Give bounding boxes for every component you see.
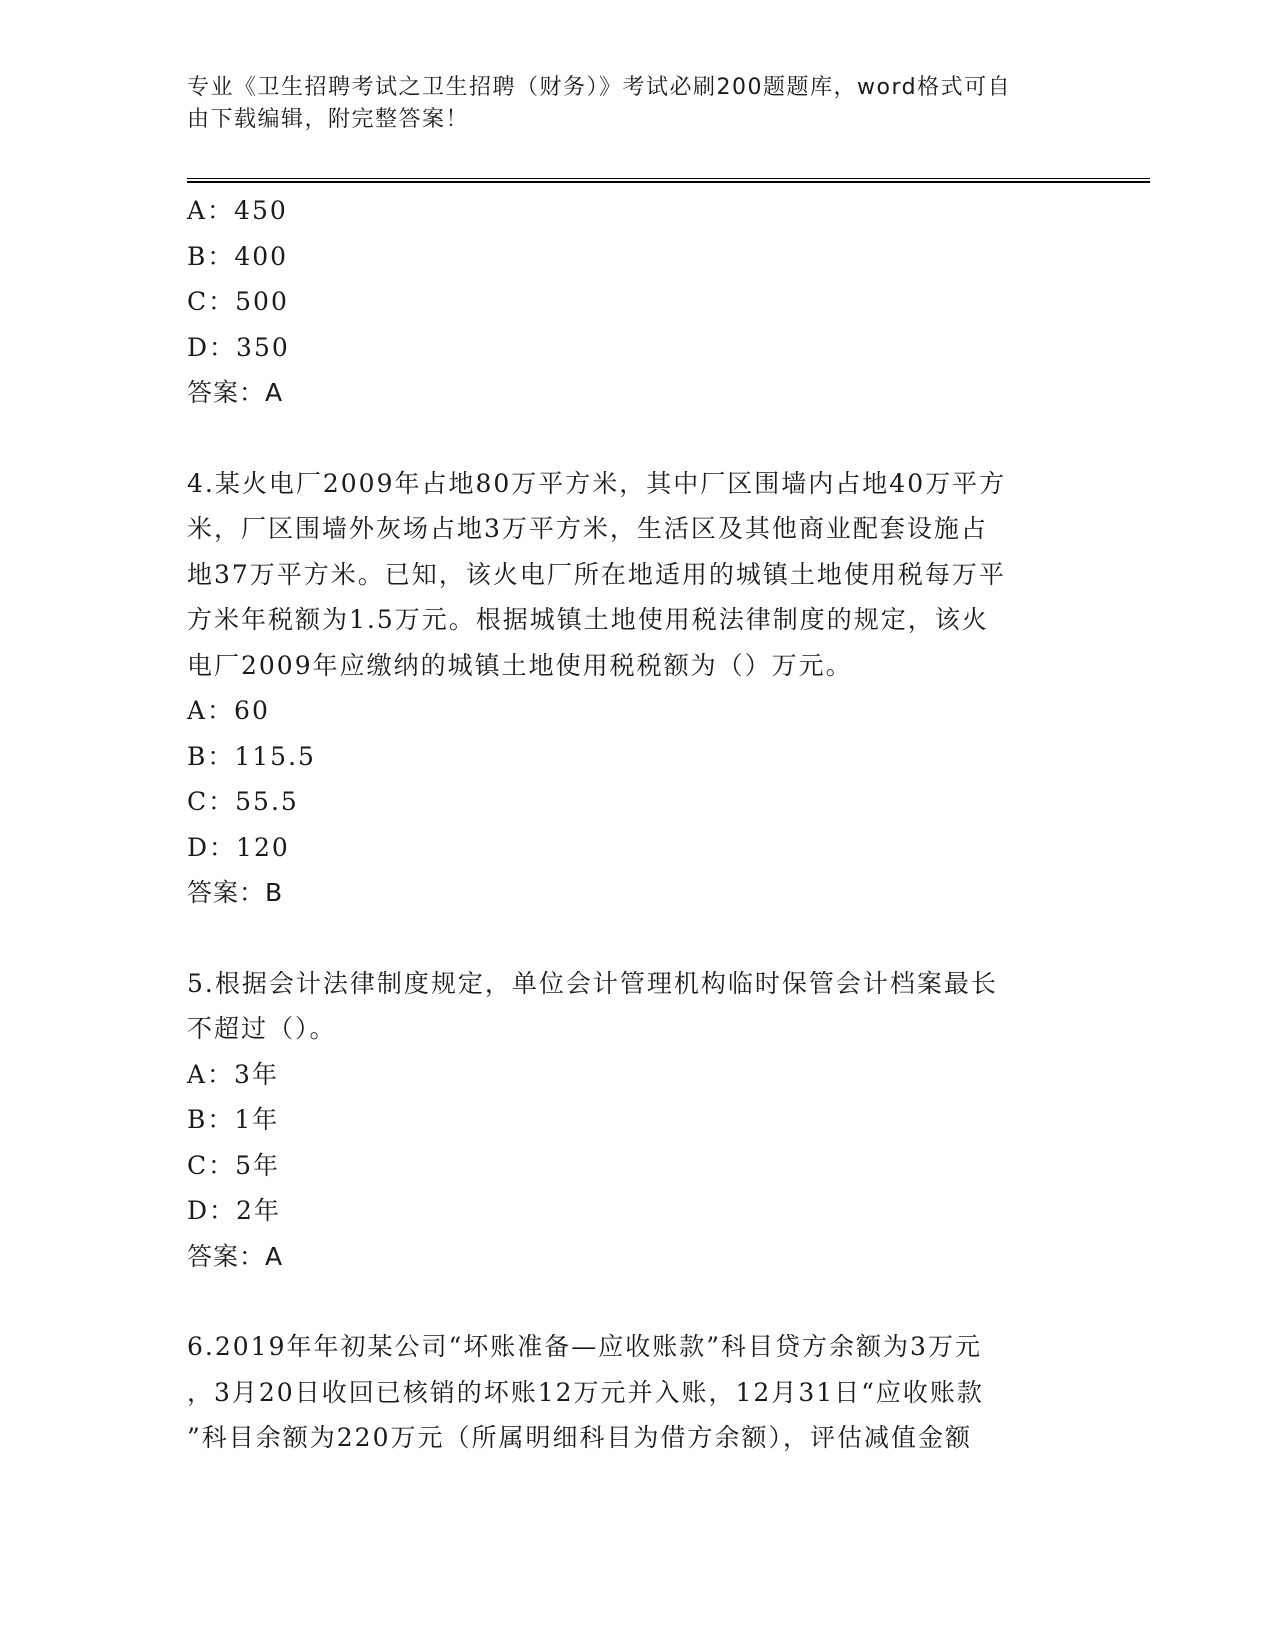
question-stem-line: 方米年税额为1.5万元。根据城镇土地使用税法律制度的规定，该火 [187,605,989,634]
option-c: C：500 [187,287,289,316]
question-stem-line: 米，厂区围墙外灰场占地3万平方米，生活区及其他商业配套设施占 [187,514,988,543]
question-stem-line: 地37万平方米。已知，该火电厂所在地适用的城镇土地使用税每万平 [187,559,1006,589]
question-stem-line: 5.根据会计法律制度规定，单位会计管理机构临时保管会计档案最长 [187,968,998,998]
question-5-block [187,961,1087,1280]
header-divider-thick [187,181,1150,183]
option-c: C：5年 [187,1150,281,1180]
answer-line: 答案：B [187,878,284,907]
option-a: A：60 [187,696,270,725]
answer-line: 答案：A [187,378,284,407]
option-b: B：1年 [187,1105,280,1134]
spacer [187,416,1087,461]
option-a: A：3年 [187,1059,279,1089]
question-stem-line: 不超过（）。 [187,1014,337,1043]
question-stem-line: 电厂2009年应缴纳的城镇土地使用税税额为（）万元。 [187,650,853,680]
question-6-block [187,1324,1087,1461]
option-c: C：55.5 [187,787,299,816]
question-stem-line: 4.某火电厂2009年占地80万平方米，其中厂区围墙内占地40万平方 [187,468,1007,498]
header-line-1: 专业《卫生招聘考试之卫生招聘（财务）》考试必刷200题题库，word格式可自 [187,75,1012,100]
question-4-block [187,461,1087,916]
question-stem-line: 6.2019年年初某公司“坏账准备—应收账款”科目贷方余额为3万元 [187,1332,982,1361]
option-a: A：450 [187,196,288,225]
question-stem-line: ，3月20日收回已核销的坏账12万元并入账，12月31日“应收账款 [187,1377,984,1407]
spacer [187,1279,1087,1324]
option-d: D：120 [187,832,290,862]
question-content [187,188,1087,1461]
header-line-2: 由下载编辑，附完整答案！ [187,107,470,132]
answer-line: 答案：A [187,1241,284,1271]
question-3-block [187,188,1087,416]
header-divider-thin [187,178,1150,179]
document-header [187,72,1067,136]
option-b: B：115.5 [187,741,316,771]
spacer [187,916,1087,961]
question-stem-line: ”科目余额为220万元（所属明细科目为借方余额），评估减值金额 [187,1423,973,1452]
option-b: B：400 [187,241,289,271]
option-d: D：2年 [187,1196,281,1225]
option-d: D：350 [187,332,290,362]
